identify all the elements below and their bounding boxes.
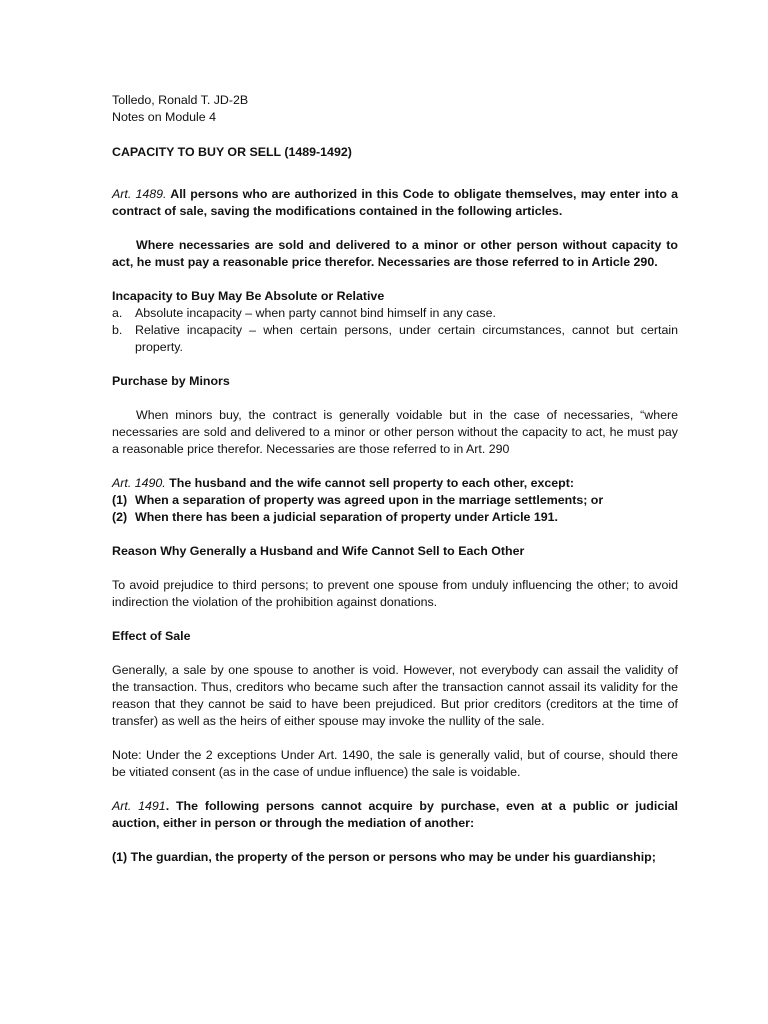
necessaries-paragraph: Where necessaries are sold and delivered to a minor or other person without capacity to act, he must pay a reasonable price therefor. Necessaries are those referred to in Article 290.	[112, 238, 678, 269]
art-1489-paragraph	[112, 186, 678, 220]
list-item	[112, 322, 678, 356]
art-1489-text: All persons who are authorized in this Code to obligate themselves, may enter into a contract of sale, saving the modifications contained in the following articles.	[112, 187, 678, 218]
list-item-text: Relative incapacity – when certain persons, under certain circumstances, cannot but certain property.	[135, 323, 678, 354]
module-line: Notes on Module 4	[112, 110, 217, 124]
minors-paragraph: When minors buy, the contract is generally voidable but in the case of necessaries, “where necessaries are sold and delivered to a minor or other person without the capacity to act, he must pay a reasonable price therefor. Necessaries are those referred to in Art. 290	[112, 408, 678, 456]
reason-paragraph: To avoid prejudice to third persons; to prevent one spouse from unduly influencing the other; to avoid indirection the violation of the prohibition against donations.	[112, 578, 678, 609]
incapacity-heading: Incapacity to Buy May Be Absolute or Relative	[112, 289, 385, 303]
list-item-text: Absolute incapacity – when party cannot bind himself in any case.	[135, 306, 496, 320]
list-marker: (1)	[112, 493, 128, 507]
section-title: CAPACITY TO BUY OR SELL (1489-1492)	[112, 145, 352, 159]
reason-heading: Reason Why Generally a Husband and Wife Cannot Sell to Each Other	[112, 544, 525, 558]
art-1490-ref: Art. 1490.	[112, 476, 166, 490]
effect-paragraph: Generally, a sale by one spouse to another is void. However, not everybody can assail the validity of the transaction. Thus, creditors who became such after the transaction cannot assail its validity for the reason that they cannot be said to have been prejudiced. But prior creditors (creditors at the time of transfer) as well as the heirs of either spouse may invoke the nullity of the sale.	[112, 663, 678, 728]
list-item	[112, 509, 678, 526]
note-paragraph: Note: Under the 2 exceptions Under Art. 1490, the sale is generally valid, but of course, should there be vitiated consent (as in the case of undue influence) the sale is voidable.	[112, 748, 678, 779]
list-item	[112, 492, 678, 509]
art-1490-exceptions	[112, 492, 678, 526]
art-1491-ref: Art. 1491	[112, 799, 166, 813]
list-item	[112, 305, 678, 322]
effect-heading: Effect of Sale	[112, 629, 191, 643]
art-1491-text: . The following persons cannot acquire by purchase, even at a public or judicial auction, either in person or through the mediation of another:	[112, 799, 678, 830]
art-1491-item-1: (1) The guardian, the property of the person or persons who may be under his guardianship;	[112, 850, 656, 864]
document-page	[112, 92, 678, 866]
list-marker: b.	[112, 323, 123, 337]
minors-heading: Purchase by Minors	[112, 374, 230, 388]
list-marker: (2)	[112, 510, 128, 524]
list-item-text: When there has been a judicial separation of property under Article 191.	[135, 510, 558, 524]
art-1490-text: The husband and the wife cannot sell property to each other, except:	[165, 476, 575, 490]
list-marker: a.	[112, 306, 123, 320]
list-item-text: When a separation of property was agreed upon in the marriage settlements; or	[135, 493, 604, 507]
art-1489-ref: Art. 1489.	[112, 187, 167, 201]
art-1490-paragraph	[112, 475, 678, 492]
author-line: Tolledo, Ronald T. JD-2B	[112, 93, 249, 107]
incapacity-list	[112, 305, 678, 356]
art-1491-paragraph	[112, 798, 678, 832]
